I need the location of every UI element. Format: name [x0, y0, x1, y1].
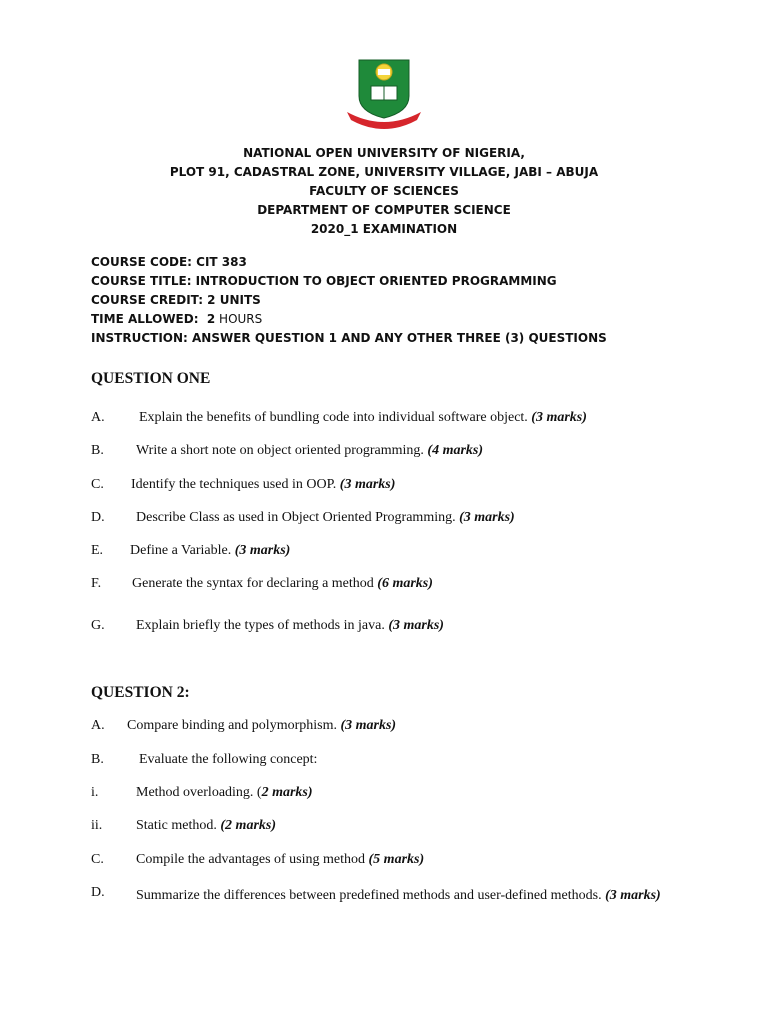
item-text: [132, 576, 433, 592]
item-text: [136, 818, 276, 834]
item-marks: (5 marks): [368, 852, 425, 867]
item-label: E.: [91, 543, 104, 558]
item-marks: (4 marks): [427, 443, 484, 458]
item-marks: (3 marks): [459, 510, 515, 525]
item-question: Generate the syntax for declaring a method: [132, 576, 374, 591]
item-text: [136, 885, 678, 906]
item-question: Method overloading. (: [136, 785, 262, 800]
item-label: G.: [91, 618, 105, 633]
item-question: Explain the benefits of bundling code into individual software object.: [139, 410, 528, 425]
item-text: [136, 510, 515, 526]
time-allowed: [91, 312, 262, 326]
item-label: B.: [91, 443, 104, 458]
question-item: [0, 576, 768, 596]
time-allowed-prefix: TIME ALLOWED:: [91, 312, 207, 326]
item-question: Define a Variable.: [130, 543, 232, 558]
item-label: i.: [91, 785, 99, 800]
item-question: Identify the techniques used in OOP.: [131, 477, 337, 492]
item-label: D.: [91, 510, 105, 525]
item-label: B.: [91, 752, 104, 767]
item-label: C.: [91, 477, 104, 492]
university-address: PLOT 91, CADASTRAL ZONE, UNIVERSITY VILLAGE, JABI – ABUJA: [169, 165, 599, 179]
university-logo: [345, 58, 423, 130]
item-marks: (3 marks): [339, 477, 396, 492]
item-question: Explain briefly the types of methods in java.: [136, 618, 385, 633]
question-item: [0, 818, 768, 838]
item-label: A.: [91, 718, 105, 733]
item-text: [136, 618, 444, 634]
item-text: [130, 543, 290, 559]
exam-instruction: INSTRUCTION: ANSWER QUESTION 1 AND ANY OTHER THREE (3) QUESTIONS: [91, 331, 607, 345]
item-question: Summarize the differences between predefined methods and user-defined methods.: [136, 888, 602, 903]
time-allowed-unit: HOURS: [215, 312, 263, 326]
item-text: [127, 718, 396, 734]
item-text: [136, 443, 483, 459]
question-item: [0, 510, 768, 530]
item-question: Describe Class as used in Object Oriented Programming.: [136, 510, 456, 525]
department-name: DEPARTMENT OF COMPUTER SCIENCE: [257, 203, 511, 217]
time-allowed-value: 2: [206, 312, 216, 326]
item-marks: (3 marks): [340, 718, 397, 733]
item-text: [131, 477, 395, 493]
item-label: ii.: [91, 818, 103, 833]
item-question: Compile the advantages of using method: [136, 852, 366, 867]
university-name: NATIONAL OPEN UNIVERSITY OF NIGERIA,: [243, 146, 525, 160]
question-item: [0, 718, 768, 738]
item-question: Static method.: [136, 818, 217, 833]
question-two-heading: QUESTION 2:: [91, 684, 190, 701]
question-item: [0, 543, 768, 563]
item-marks: (2 marks): [220, 818, 277, 833]
item-marks: 2 marks): [261, 785, 313, 800]
faculty-name: FACULTY OF SCIENCES: [309, 184, 459, 198]
item-marks: (3 marks): [388, 618, 444, 633]
item-marks: (6 marks): [377, 576, 433, 591]
item-label: F.: [91, 576, 102, 591]
course-title: COURSE TITLE: INTRODUCTION TO OBJECT ORIENTED PROGRAMMING: [91, 274, 557, 288]
question-item: [0, 852, 768, 872]
item-label: A.: [91, 410, 105, 425]
question-item: [0, 785, 768, 805]
item-text: [136, 852, 424, 868]
course-credit: COURSE CREDIT: 2 UNITS: [91, 293, 261, 307]
item-text: [136, 785, 313, 801]
item-question: Evaluate the following concept:: [139, 752, 318, 767]
course-code: COURSE CODE: CIT 383: [91, 255, 247, 269]
question-item: [0, 410, 768, 430]
item-label: C.: [91, 852, 104, 867]
item-text: [139, 410, 587, 426]
item-label: D.: [91, 885, 105, 900]
item-marks: (3 marks): [234, 543, 291, 558]
exam-title: 2020_1 EXAMINATION: [310, 222, 458, 236]
question-item: [0, 752, 768, 772]
item-marks: (3 marks): [531, 410, 587, 425]
item-question: Compare binding and polymorphism.: [127, 718, 337, 733]
question-item: [0, 618, 768, 638]
question-item: [0, 477, 768, 497]
item-question: Write a short note on object oriented programming.: [136, 443, 424, 458]
question-item: [0, 443, 768, 463]
item-marks: (3 marks): [605, 888, 661, 903]
question-one-heading: QUESTION ONE: [91, 370, 211, 387]
